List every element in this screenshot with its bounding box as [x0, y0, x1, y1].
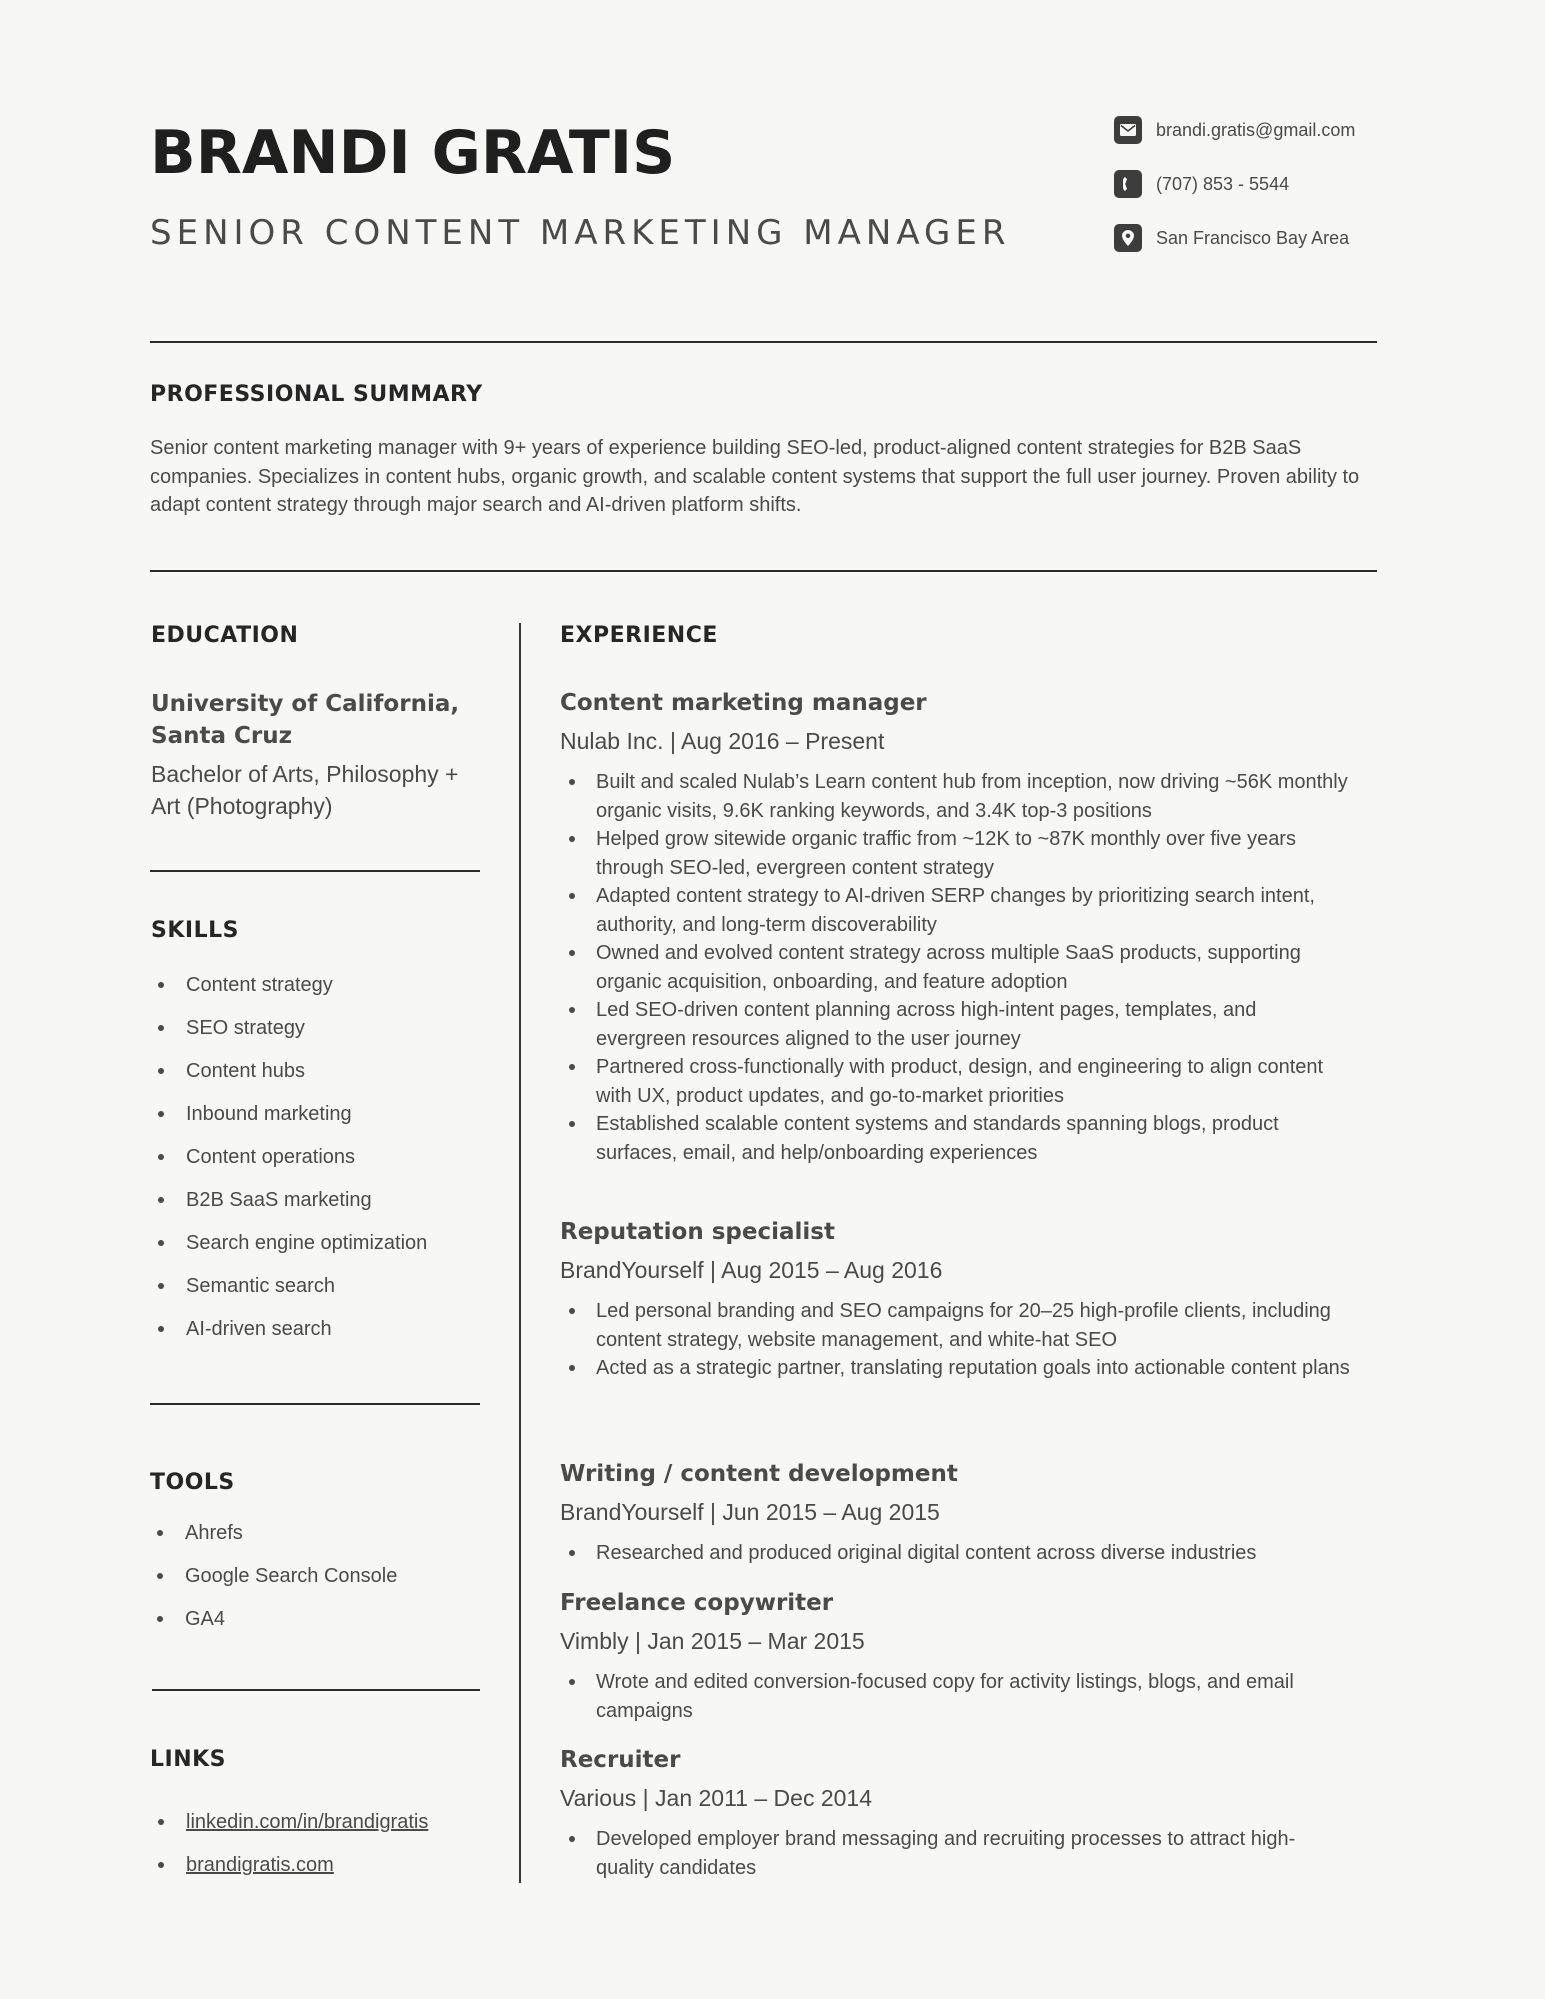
list-item: Content operations	[151, 1143, 427, 1186]
list-item: AI-driven search	[151, 1315, 427, 1358]
list-item: Built and scaled Nulab’s Learn content hub from inception, now driving ~56K monthly organic visits, 9.6K ranking keywords, and 3.4K top-3 positions	[560, 768, 1350, 825]
experience-role: Writing / content development	[560, 1461, 958, 1487]
experience-company-dates: Nulab Inc. | Aug 2016 – Present	[560, 728, 885, 754]
list-item: B2B SaaS marketing	[151, 1186, 427, 1229]
experience-entry	[560, 1217, 1350, 1383]
envelope-icon	[1114, 116, 1142, 144]
education-school: University of California, Santa Cruz	[151, 691, 460, 749]
experience-company-dates: BrandYourself | Jun 2015 – Aug 2015	[560, 1499, 940, 1525]
experience-heading: EXPERIENCE	[560, 623, 718, 648]
tools-list	[150, 1519, 397, 1648]
experience-company-dates: Various | Jan 2011 – Dec 2014	[560, 1785, 872, 1811]
experience-entry	[560, 1745, 1350, 1882]
column-divider	[519, 623, 521, 1883]
list-item	[151, 1851, 428, 1894]
experience-entry	[560, 1459, 1350, 1568]
contact-block	[1114, 115, 1355, 277]
links-heading: LINKS	[150, 1747, 227, 1772]
list-item: Semantic search	[151, 1272, 427, 1315]
list-item: Search engine optimization	[151, 1229, 427, 1272]
list-item: SEO strategy	[151, 1014, 427, 1057]
education-degree: Bachelor of Arts, Philosophy + Art (Photography)	[151, 761, 459, 819]
experience-role: Reputation specialist	[560, 1219, 835, 1245]
list-item: Content strategy	[151, 971, 427, 1014]
list-item: Ahrefs	[150, 1519, 397, 1562]
education-heading: EDUCATION	[151, 623, 299, 648]
experience-bullets	[560, 1668, 1350, 1725]
phone-icon	[1114, 170, 1142, 198]
website-link[interactable]: brandigratis.com	[186, 1854, 334, 1876]
list-item: Helped grow sitewide organic traffic from ~12K to ~87K monthly over five years through SEO-led, evergreen content strategy	[560, 825, 1350, 882]
experience-company-dates: BrandYourself | Aug 2015 – Aug 2016	[560, 1257, 943, 1283]
phone-text: (707) 853 - 5544	[1156, 173, 1290, 194]
experience-role: Content marketing manager	[560, 690, 927, 716]
contact-location	[1114, 223, 1355, 253]
list-item: Partnered cross-functionally with product, design, and engineering to align content with UX, product updates, and go-to-market priorities	[560, 1053, 1350, 1110]
linkedin-link[interactable]: linkedin.com/in/brandigratis	[186, 1811, 429, 1833]
list-item: Owned and evolved content strategy across multiple SaaS products, supporting organic acquisition, onboarding, and feature adoption	[560, 939, 1350, 996]
experience-entry	[560, 1588, 1350, 1725]
summary-heading: PROFESSIONAL SUMMARY	[150, 382, 483, 407]
list-item: Inbound marketing	[151, 1100, 427, 1143]
job-title-heading: SENIOR CONTENT MARKETING MANAGER	[150, 213, 1011, 253]
list-item: Google Search Console	[150, 1562, 397, 1605]
candidate-name: BRANDI GRATIS	[150, 118, 676, 188]
experience-bullets	[560, 768, 1350, 1167]
experience-bullets	[560, 1825, 1350, 1882]
contact-phone[interactable]	[1114, 169, 1355, 199]
location-text: San Francisco Bay Area	[1156, 227, 1350, 248]
summary-text: Senior content marketing manager with 9+ years of experience building SEO-led, product-aligned content strategies for B2B SaaS companies. Specializes in content hubs, organic growth, and scalable content systems that support the full user journey. Proven ability to adapt content strategy through major search and AI-driven platform shifts.	[150, 437, 1360, 516]
experience-company-dates: Vimbly | Jan 2015 – Mar 2015	[560, 1628, 865, 1654]
divider	[150, 570, 1377, 572]
list-item: Acted as a strategic partner, translating reputation goals into actionable content plans	[560, 1354, 1350, 1383]
divider	[152, 1689, 480, 1691]
list-item: GA4	[150, 1605, 397, 1648]
list-item: Wrote and edited conversion-focused copy for activity listings, blogs, and email campaigns	[560, 1668, 1350, 1725]
skills-list	[151, 971, 427, 1358]
skills-heading: SKILLS	[151, 918, 239, 943]
list-item: Content hubs	[151, 1057, 427, 1100]
tools-heading: TOOLS	[150, 1470, 235, 1495]
list-item: Led SEO-driven content planning across high-intent pages, templates, and evergreen resources aligned to the user journey	[560, 996, 1350, 1053]
list-item: Researched and produced original digital content across diverse industries	[560, 1539, 1350, 1568]
experience-bullets	[560, 1539, 1350, 1568]
experience-bullets	[560, 1297, 1350, 1383]
links-list	[151, 1808, 428, 1894]
experience-entry	[560, 688, 1350, 1167]
list-item: Established scalable content systems and standards spanning blogs, product surfaces, email, and help/onboarding experiences	[560, 1110, 1350, 1167]
email-text: brandi.gratis@gmail.com	[1156, 119, 1356, 140]
divider	[150, 1403, 480, 1405]
contact-email[interactable]	[1114, 115, 1355, 145]
experience-role: Freelance copywriter	[560, 1590, 834, 1616]
list-item: Led personal branding and SEO campaigns for 20–25 high-profile clients, including content strategy, website management, and white-hat SEO	[560, 1297, 1350, 1354]
divider	[150, 341, 1377, 343]
list-item: Developed employer brand messaging and recruiting processes to attract high-quality candidates	[560, 1825, 1350, 1882]
map-pin-icon	[1114, 224, 1142, 252]
list-item: Adapted content strategy to AI-driven SERP changes by prioritizing search intent, authority, and long-term discoverability	[560, 882, 1350, 939]
experience-role: Recruiter	[560, 1747, 681, 1773]
list-item	[151, 1808, 428, 1851]
divider	[150, 870, 480, 872]
